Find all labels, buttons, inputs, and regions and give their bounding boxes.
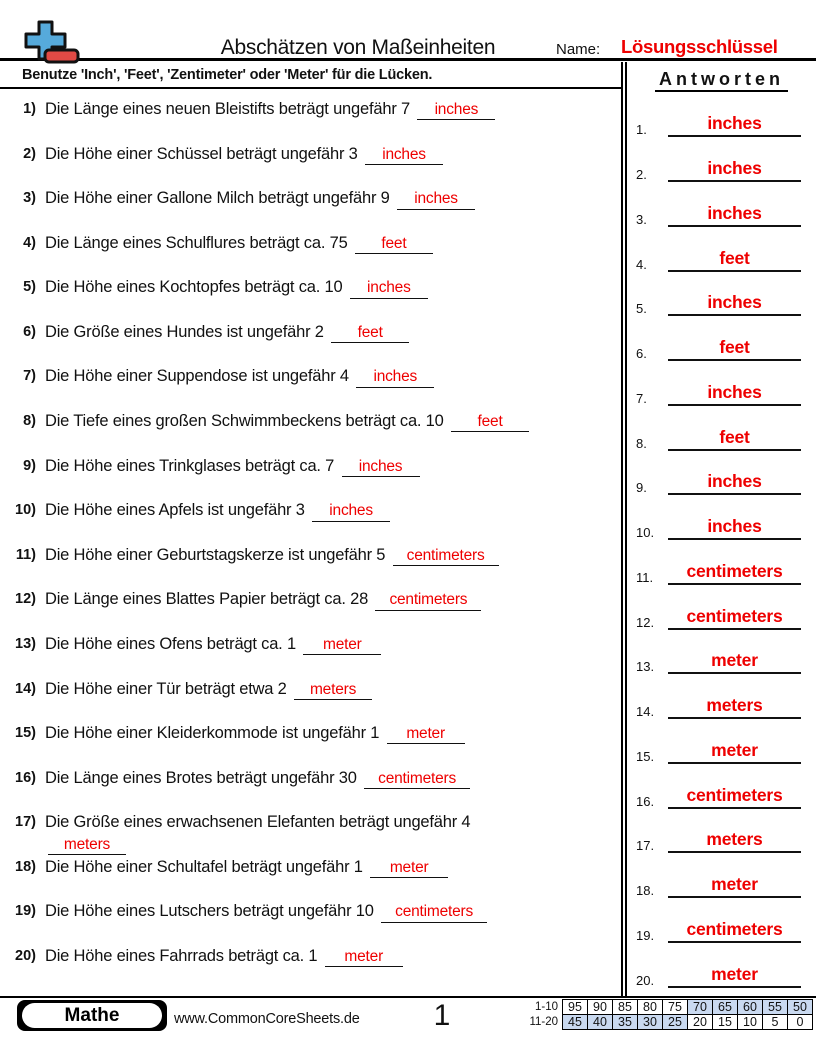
question-answer-blank: meters [48,835,126,855]
answer-row [627,811,816,856]
grading-cell: 30 [638,1015,663,1030]
question-text: Die Höhe einer Suppendose ist ungefähr 4 [45,367,349,386]
question-answer-blank: centimeters [364,769,470,789]
answer-key-label: Lösungsschlüssel [621,36,778,57]
question-row [0,763,621,808]
question-number: 11) [15,546,36,563]
question-text: Die Höhe eines Trinkglases beträgt ca. 7 [45,456,335,475]
answer-row [627,542,816,587]
question-text: Die Höhe einer Geburtstagskerze ist ungefähr 5 [45,545,386,564]
answer-blank: meter [668,874,801,898]
question-row [0,94,621,139]
answer-blank: inches [668,516,801,540]
question-number: 13) [15,635,36,652]
question-text: Die Größe eines erwachsenen Elefanten beträgt ungefähr 4 [45,813,471,832]
grading-scale [529,999,813,1030]
subject-badge [17,1000,167,1031]
question-row [0,718,621,763]
answer-row [627,363,816,408]
answer-number: 3. [636,211,647,227]
answers-panel [621,62,816,996]
question-number: 12) [15,591,36,608]
question-row [0,629,621,674]
question-text: Die Höhe einer Kleiderkommode ist ungefähr 1 [45,724,380,743]
question-number: 3) [23,190,36,207]
grading-cell: 0 [788,1015,813,1030]
question-row [0,540,621,585]
answer-row [627,676,816,721]
answer-row [627,587,816,632]
question-text: Die Höhe eines Fahrrads beträgt ca. 1 [45,946,318,965]
question-row [0,139,621,184]
instruction-text: Benutze 'Inch', 'Feet', 'Zentimeter' oder 'Meter' für die Lücken. [0,62,621,89]
grading-cell: 45 [563,1015,588,1030]
grading-table [562,999,813,1030]
question-text: Die Höhe einer Schultafel beträgt ungefähr 1 [45,857,363,876]
answers-title-wrap [627,69,816,95]
question-body [45,366,601,388]
answer-number: 17. [636,838,655,854]
answer-blank: meter [668,740,801,764]
grading-row-label: 1-10 [534,1000,558,1013]
answer-number: 11. [636,569,654,585]
question-answer-blank: feet [331,323,409,343]
question-answer-blank: meter [303,635,381,655]
question-answer-blank: centimeters [393,546,499,566]
answer-number: 19. [636,927,655,943]
answer-row [627,900,816,945]
question-row [0,584,621,629]
question-body [45,99,601,121]
question-text: Die Höhe einer Schüssel beträgt ungefähr 3 [45,144,358,163]
question-row [0,317,621,362]
grading-cell: 80 [638,1000,663,1015]
grading-cell: 15 [713,1015,738,1030]
question-body [45,500,601,522]
question-answer-blank: inches [365,145,443,165]
answer-number: 9. [636,480,647,496]
question-answer-blank: feet [451,412,529,432]
question-number: 5) [23,279,36,296]
answer-row [627,632,816,677]
question-answer-blank: inches [356,367,434,387]
answer-blank: inches [668,113,801,137]
question-answer-blank: feet [355,234,433,254]
question-number: 7) [23,368,36,385]
answer-number: 12. [636,614,655,630]
grading-cell: 65 [713,1000,738,1015]
question-number: 10) [15,502,36,519]
answer-row [627,408,816,453]
question-number: 16) [15,769,36,786]
answer-number: 20. [636,972,655,988]
answer-number: 13. [636,659,655,675]
question-row [0,807,621,852]
question-number: 4) [23,234,36,251]
question-answer-blank: inches [397,189,475,209]
answer-blank: centimeters [668,606,801,630]
question-text: Die Höhe eines Ofens beträgt ca. 1 [45,634,296,653]
question-number: 8) [23,413,36,430]
grading-cell: 70 [688,1000,713,1015]
answer-number: 15. [636,748,655,764]
question-row [0,941,621,986]
answer-blank: inches [668,471,801,495]
question-answer-blank: inches [342,457,420,477]
question-text: Die Länge eines neuen Bleistifts beträgt ungefähr 7 [45,100,410,118]
answer-row [627,318,816,363]
question-number: 19) [15,903,36,920]
question-text: Die Höhe eines Apfels ist ungefähr 3 [45,501,305,520]
answer-blank: meters [668,829,801,853]
question-number: 17) [15,814,36,831]
question-body [45,545,601,567]
answer-blank: inches [668,203,801,227]
grading-cell: 25 [663,1015,688,1030]
answer-row [627,274,816,319]
answer-row [627,95,816,140]
grading-cell: 5 [763,1015,788,1030]
question-body [45,679,601,701]
question-body [45,233,601,255]
question-body [45,812,601,856]
subject-badge-label: Mathe [22,1003,162,1028]
questions-list [0,94,621,986]
grading-row-labels [529,999,562,1030]
question-number: 2) [23,145,36,162]
answer-row [627,945,816,990]
website-url: www.CommonCoreSheets.de [174,1011,360,1027]
answer-blank: inches [668,292,801,316]
question-number: 18) [15,858,36,875]
question-number: 9) [23,457,36,474]
answer-blank: meters [668,695,801,719]
answer-blank: feet [668,337,801,361]
question-answer-blank: centimeters [375,590,481,610]
answers-panel-title: Antworten [655,69,788,92]
answer-row [627,229,816,274]
question-row [0,495,621,540]
grading-cell: 85 [613,1000,638,1015]
grading-cell: 95 [563,1000,588,1015]
answer-number: 2. [636,167,647,182]
question-body [45,634,601,656]
footer [0,996,816,1038]
question-number: 14) [15,680,36,697]
answer-blank: feet [668,248,801,272]
answer-number: 8. [636,435,647,451]
answer-row [627,766,816,811]
grading-cell: 60 [738,1000,763,1015]
question-answer-blank: meters [294,680,372,700]
question-row [0,451,621,496]
question-number: 15) [15,725,36,742]
question-body [45,188,601,210]
question-body [45,589,601,611]
grading-cell: 50 [788,1000,813,1015]
answer-number: 1. [636,122,647,138]
question-answer-blank: meter [387,724,465,744]
question-body [45,901,601,923]
question-row [0,183,621,228]
grading-row-label: 11-20 [529,1016,558,1029]
grading-cell: 75 [663,1000,688,1015]
answer-row [627,184,816,229]
answer-number: 7. [636,390,647,406]
answer-blank: inches [668,158,801,182]
question-answer-blank: centimeters [381,902,487,922]
question-number: 6) [23,323,36,340]
question-number: 20) [15,947,36,964]
answer-row [627,139,816,184]
question-text: Die Länge eines Brotes beträgt ungefähr 30 [45,768,357,787]
answer-blank: meter [668,650,801,674]
grading-cell: 55 [763,1000,788,1015]
question-answer-blank: inches [350,278,428,298]
answer-blank: centimeters [668,785,801,809]
answer-row [627,497,816,542]
question-body [45,144,601,166]
answer-row [627,453,816,498]
question-text: Die Länge eines Blattes Papier beträgt ca. 28 [45,590,369,609]
question-answer-blank: inches [417,100,495,120]
answer-blank: inches [668,382,801,406]
question-text: Die Höhe eines Lutschers beträgt ungefähr 10 [45,902,374,921]
question-body [45,277,601,299]
grading-row [563,1015,813,1030]
question-text: Die Höhe einer Gallone Milch beträgt ungefähr 9 [45,189,390,208]
answer-row [627,721,816,766]
question-row [0,361,621,406]
grading-cell: 20 [688,1015,713,1030]
page-title: Abschätzen von Maßeinheiten [220,36,496,59]
question-row [0,674,621,719]
question-answer-blank: meter [325,947,403,967]
question-body [45,857,601,879]
answer-blank: meter [668,964,801,988]
question-answer-blank: inches [312,501,390,521]
answer-number: 6. [636,346,647,361]
grading-cell: 40 [588,1015,613,1030]
answers-list [627,95,816,990]
grading-cell: 90 [588,1000,613,1015]
name-label: Name: [556,41,601,58]
question-body [45,946,601,968]
grading-row [563,1000,813,1015]
question-row [0,228,621,273]
answer-number: 10. [636,525,655,540]
answer-number: 5. [636,301,647,317]
question-row [0,896,621,941]
commoncoresheets-logo-icon [18,20,82,64]
question-body [45,723,601,745]
answer-row [627,855,816,900]
answer-blank: centimeters [668,919,801,943]
grading-cell: 10 [738,1015,763,1030]
question-answer-blank: meter [370,858,448,878]
question-body [45,322,601,344]
answer-number: 18. [636,883,655,898]
question-row [0,272,621,317]
question-body [45,456,601,478]
answer-number: 14. [636,704,655,719]
header [0,0,816,61]
question-body [45,411,601,433]
question-body [45,768,601,790]
question-text: Die Größe eines Hundes ist ungefähr 2 [45,322,324,341]
question-text: Die Länge eines Schulflures beträgt ca. 75 [45,233,348,252]
question-text: Die Höhe eines Kochtopfes beträgt ca. 10 [45,278,343,297]
answer-blank: centimeters [668,561,801,585]
grading-cell: 35 [613,1015,638,1030]
grading-table-body [563,1000,813,1030]
question-row [0,852,621,897]
answer-number: 16. [636,793,655,809]
answer-number: 4. [636,256,647,272]
question-text: Die Tiefe eines großen Schwimmbeckens beträgt ca. 10 [45,412,444,431]
question-number: 1) [23,101,36,117]
page-number: 1 [433,999,451,1032]
question-text: Die Höhe einer Tür beträgt etwa 2 [45,679,287,698]
answer-blank: feet [668,427,801,451]
question-row [0,406,621,451]
